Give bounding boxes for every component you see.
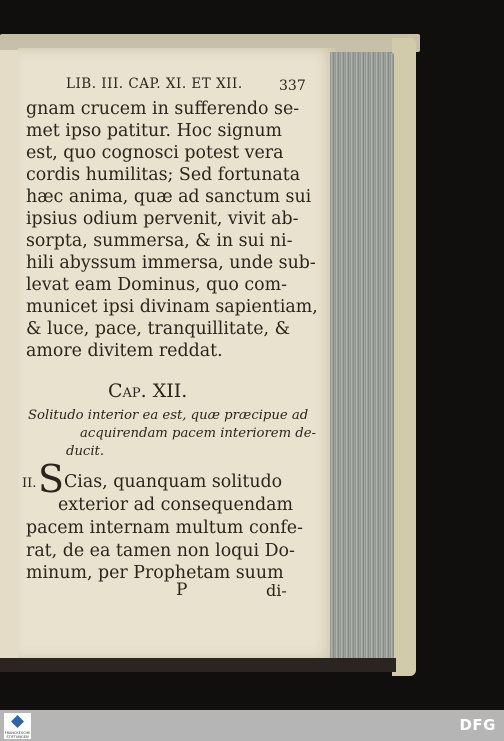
text-line: gnam crucem in sufferendo se- (26, 99, 300, 119)
paragraph-line: Cias, quanquam solitudo (64, 472, 283, 492)
paragraph-line: pacem internam multum confe- (26, 518, 303, 538)
text-line: sorpta, summersa, & in sui ni- (26, 231, 293, 251)
text-line: levat eam Dominus, quo com- (26, 275, 287, 295)
paragraph-line: exterior ad consequendam (58, 495, 294, 515)
chapter-heading: Cap. XII. (108, 380, 188, 402)
text-line: & luce, pace, tranquillitate, & (26, 319, 291, 339)
paragraph-number: II. (22, 476, 37, 491)
text-line: municet ipsi divinam sapientiam, (26, 297, 318, 317)
dfg-logo[interactable]: DFG (459, 716, 496, 734)
text-line: hæc anima, quæ ad sanctum sui (26, 187, 312, 207)
book-cover-right (392, 38, 416, 676)
page-number: 337 (279, 78, 306, 94)
catchword: di- (266, 581, 287, 600)
book-bottom-shadow (0, 658, 396, 672)
chapter-summary-line: ducit. (66, 444, 105, 459)
page-edges (330, 52, 394, 660)
text-line: ipsius odium pervenit, vivit ab- (26, 209, 299, 229)
drop-cap: S (38, 457, 65, 501)
text-line: est, quo cognosci potest vera (26, 143, 284, 163)
running-header: LIB. III. CAP. XI. ET XII. (66, 76, 243, 92)
paragraph-line: rat, de ea tamen non loqui Do- (26, 541, 295, 561)
logo-caption: FRANCKESCHE STIFTUNGEN (4, 731, 31, 739)
text-line: met ipso patitur. Hoc signum (26, 121, 283, 141)
paragraph-line: minum, per Prophetam suum (26, 563, 284, 583)
text-line: amore divitem reddat. (26, 341, 223, 361)
chapter-summary-line: Solitudo interior ea est, quæ præcipue ad (28, 408, 309, 423)
chapter-summary-line: acquirendam pacem interiorem de- (80, 426, 316, 441)
signature-mark: P (176, 580, 188, 600)
text-line: cordis humilitas; Sed fortunata (26, 165, 301, 185)
footer-bar (0, 710, 504, 741)
text-line: hili abyssum immersa, unde sub- (26, 253, 316, 273)
